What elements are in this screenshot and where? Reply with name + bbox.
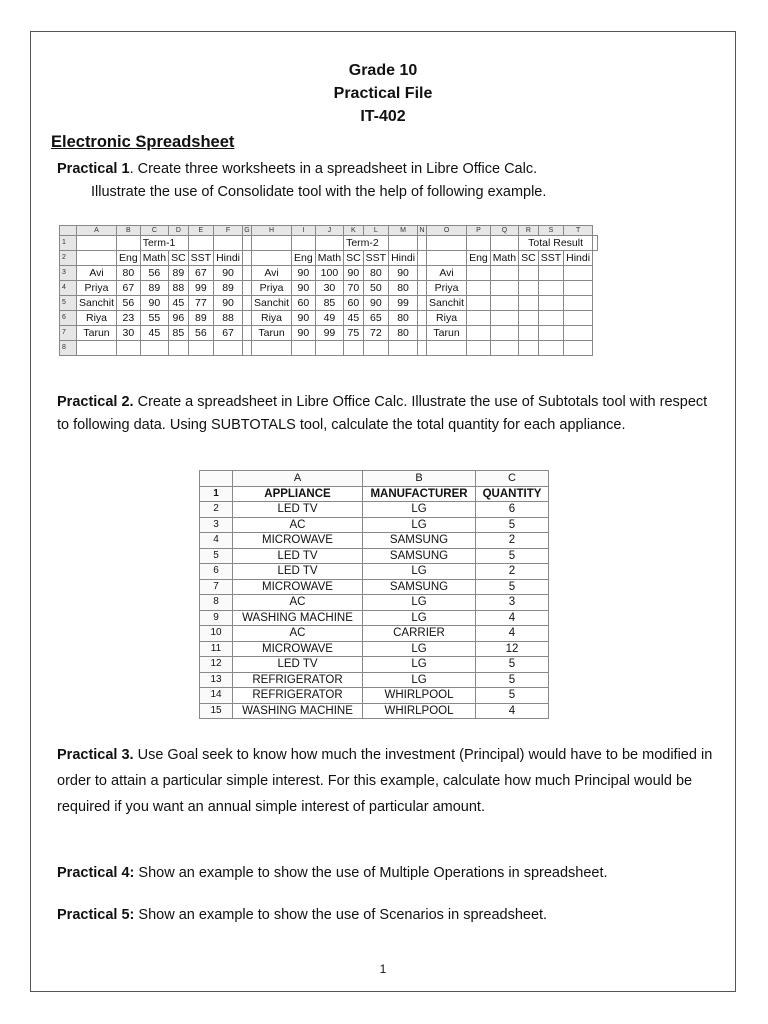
row-number: 7 [200,579,233,595]
cell: 89 [214,281,243,296]
cell: 60 [344,296,364,311]
cell: 89 [140,281,168,296]
subject-header: Math [140,251,168,266]
cell: 88 [214,311,243,326]
cell: 55 [140,311,168,326]
term1-title: Term-1 [140,236,188,251]
cell: 49 [315,311,343,326]
cell: 70 [344,281,364,296]
appliance-cell: AC [233,595,363,611]
practical-4-label: Practical 4: [57,865,135,881]
subject-header: Math [315,251,343,266]
cell: 67 [117,281,141,296]
cell: Priya [427,281,467,296]
corner-cell [200,471,233,487]
appliance-cell: LED TV [233,502,363,518]
consolidate-sheet [59,225,598,356]
quantity-cell: 5 [476,672,549,688]
cell: 99 [315,326,343,341]
cell: 30 [315,281,343,296]
appliance-cell: REFRIGERATOR [233,688,363,704]
table-row [200,703,549,719]
cell: 90 [214,296,243,311]
row-number: 1 [200,486,233,502]
cell: Avi [252,266,292,281]
practical-5 [57,904,547,927]
cell: 80 [389,326,418,341]
subject-header: SST [363,251,388,266]
sheet-row [60,251,598,266]
cell: Riya [427,311,467,326]
table-row [200,595,549,611]
column-header: K [344,226,364,236]
cell: 80 [389,281,418,296]
practical-3-label: Practical 3. [57,747,134,763]
row-number: 1 [60,236,77,251]
quantity-cell: 2 [476,533,549,549]
cell: 23 [117,311,141,326]
table-row [200,502,549,518]
subject-header: Eng [292,251,316,266]
cell: 65 [363,311,388,326]
cell: Avi [427,266,467,281]
corner-cell [60,226,77,236]
cell: 90 [389,266,418,281]
column-header: T [564,226,593,236]
cell: 88 [169,281,189,296]
cell: 80 [389,311,418,326]
column-header: C [140,226,168,236]
quantity-cell: 5 [476,579,549,595]
quantity-cell: 12 [476,641,549,657]
practical-2-label: Practical 2. [57,394,134,410]
manufacturer-cell: LG [363,672,476,688]
quantity-cell: 2 [476,564,549,580]
practical-3-text: Use Goal seek to know how much the investment (Principal) would have to be modified in order to attain a particular simple interest. For this example, calculate how much Principal would be required if you want an annual simple interest of particular amount. [57,747,713,815]
quantity-cell: 4 [476,610,549,626]
column-header: N [419,227,425,234]
subject-header: Hindi [214,251,243,266]
sheet-row [60,311,598,326]
column-header: H [252,226,292,236]
subject-header: Hindi [389,251,418,266]
table-row [200,564,549,580]
quantity-cell: 5 [476,548,549,564]
row-number: 6 [200,564,233,580]
cell: 77 [188,296,213,311]
cell: 60 [292,296,316,311]
cell: 99 [188,281,213,296]
quantity-cell: 6 [476,502,549,518]
manufacturer-cell: LG [363,517,476,533]
sheet-row [60,281,598,296]
column-header: E [188,226,213,236]
cell: 45 [344,311,364,326]
table-row [200,672,549,688]
practical-1-text-2: Illustrate the use of Consolidate tool with the help of following example. [91,184,547,200]
appliance-cell: LED TV [233,548,363,564]
appliance-cell: MICROWAVE [233,579,363,595]
row-number: 11 [200,641,233,657]
quantity-cell: 4 [476,703,549,719]
cell: Avi [77,266,117,281]
subject-header: SC [169,251,189,266]
row-number: 2 [200,502,233,518]
cell: Riya [252,311,292,326]
column-header: F [214,226,243,236]
manufacturer-cell: SAMSUNG [363,579,476,595]
column-header: Q [490,226,518,236]
manufacturer-cell: LG [363,564,476,580]
row-number: 7 [60,326,77,341]
manufacturer-cell: LG [363,641,476,657]
term2-title: Term-2 [344,236,389,251]
column-header: R [519,226,539,236]
quantity-cell: 4 [476,626,549,642]
cell: 99 [389,296,418,311]
appliance-cell: MICROWAVE [233,641,363,657]
subject-code: IT-402 [360,108,406,125]
table-row [200,688,549,704]
cell: 67 [188,266,213,281]
appliance-cell: MICROWAVE [233,533,363,549]
column-header-row [200,471,549,487]
column-header: A [233,471,363,487]
quantity-cell: 5 [476,657,549,673]
practical-1-label: Practical 1 [57,161,130,177]
cell: Sanchit [252,296,292,311]
cell: 90 [363,296,388,311]
section-title: Electronic Spreadsheet [51,133,235,151]
column-header: C [476,471,549,487]
row-number: 10 [200,626,233,642]
manufacturer-cell: LG [363,502,476,518]
manufacturer-cell: SAMSUNG [363,548,476,564]
manufacturer-cell: SAMSUNG [363,533,476,549]
column-header-selected: I [292,226,316,236]
practical-2 [57,391,717,437]
column-header: D [169,226,189,236]
row-number: 12 [200,657,233,673]
column-header: B [117,226,141,236]
cell: 56 [188,326,213,341]
column-header: M [389,226,418,236]
manufacturer-cell: LG [363,610,476,626]
subject-header: Hindi [564,251,593,266]
cell: Sanchit [427,296,467,311]
cell: Tarun [77,326,117,341]
appliance-cell: AC [233,517,363,533]
subject-header: SC [519,251,539,266]
manufacturer-cell: CARRIER [363,626,476,642]
table-row [200,610,549,626]
manufacturer-cell: WHIRLPOOL [363,688,476,704]
cell: 50 [363,281,388,296]
subtotals-body [200,502,549,719]
cell: 89 [188,311,213,326]
document-page [30,31,736,992]
quantity-cell: 5 [476,517,549,533]
cell: 56 [117,296,141,311]
cell: Sanchit [77,296,117,311]
column-header: S [538,226,563,236]
column-header: B [363,471,476,487]
cell: 90 [292,311,316,326]
table-row [200,517,549,533]
subject-header: Math [490,251,518,266]
column-header: A [77,226,117,236]
cell: Tarun [427,326,467,341]
subject-header: SST [188,251,213,266]
appliance-cell: AC [233,626,363,642]
practical-4-text: Show an example to show the use of Multiple Operations in spreadsheet. [134,865,608,881]
practical-1 [57,158,697,204]
practical-5-text: Show an example to show the use of Scenarios in spreadsheet. [134,907,548,923]
table-row [200,657,549,673]
subject-header: SST [538,251,563,266]
column-header-row [60,226,598,236]
subject-header: Eng [467,251,491,266]
file-title: Practical File [333,85,433,102]
subject-header: SC [344,251,364,266]
manufacturer-cell: WHIRLPOOL [363,703,476,719]
column-header: L [363,226,388,236]
cell: 45 [169,296,189,311]
column-header: G [244,227,250,234]
row-number: 2 [60,251,77,266]
cell: 90 [214,266,243,281]
total-title: Total Result [519,236,593,251]
cell: 100 [315,266,343,281]
appliance-cell: WASHING MACHINE [233,610,363,626]
page-number: 1 [379,962,387,976]
cell: 90 [292,266,316,281]
cell: 85 [315,296,343,311]
cell: 89 [169,266,189,281]
cell: 90 [344,266,364,281]
manufacturer-cell: LG [363,657,476,673]
header-cell: QUANTITY [476,486,549,502]
cell: 45 [140,326,168,341]
practical-1-text: . Create three worksheets in a spreadsheet in Libre Office Calc. [129,161,538,177]
row-number: 5 [60,296,77,311]
cell: Riya [77,311,117,326]
quantity-cell: 5 [476,688,549,704]
table-row [200,641,549,657]
row-number: 8 [200,595,233,611]
appliance-cell: WASHING MACHINE [233,703,363,719]
sheet-row [60,326,598,341]
cell: 80 [117,266,141,281]
cell: Priya [77,281,117,296]
table-row [200,548,549,564]
appliance-cell: LED TV [233,657,363,673]
cell: Priya [252,281,292,296]
practical-2-text: Create a spreadsheet in Libre Office Calc. Illustrate the use of Subtotals tool with respect to following data. Using SUBTOTALS tool, calculate the total quantity for each appliance. [57,394,708,433]
table-row [200,533,549,549]
cell: 90 [292,326,316,341]
row-number: 5 [200,548,233,564]
sheet-row [60,341,598,356]
cell: 75 [344,326,364,341]
table-row [200,626,549,642]
grade-title: Grade 10 [348,62,418,79]
subject-header: Eng [117,251,141,266]
row-number: 8 [60,341,77,356]
table-row [200,579,549,595]
row-number: 4 [60,281,77,296]
row-number: 3 [60,266,77,281]
sheet-row [60,296,598,311]
row-number: 14 [200,688,233,704]
cell: 90 [292,281,316,296]
quantity-cell: 3 [476,595,549,611]
manufacturer-cell: LG [363,595,476,611]
sheet-row [60,236,598,251]
row-number: 6 [60,311,77,326]
header-cell: APPLIANCE [233,486,363,502]
appliance-cell: LED TV [233,564,363,580]
row-number: 13 [200,672,233,688]
cell: 56 [140,266,168,281]
appliance-cell: REFRIGERATOR [233,672,363,688]
cell: 90 [140,296,168,311]
cell: Tarun [252,326,292,341]
sheet-row [60,266,598,281]
practical-4 [57,862,608,885]
row-number: 9 [200,610,233,626]
column-header: J [315,226,343,236]
row-number: 4 [200,533,233,549]
row-number: 15 [200,703,233,719]
header-cell: MANUFACTURER [363,486,476,502]
row-number: 3 [200,517,233,533]
practical-3 [57,742,717,820]
cell: 85 [169,326,189,341]
practical-5-label: Practical 5: [57,907,135,923]
cell: 72 [363,326,388,341]
cell: 30 [117,326,141,341]
document-header [31,59,735,128]
cell: 67 [214,326,243,341]
cell: 80 [363,266,388,281]
column-header: P [467,226,491,236]
column-header: O [427,226,467,236]
table-header-row [200,486,549,502]
subtotals-sheet [199,470,549,719]
cell: 96 [169,311,189,326]
